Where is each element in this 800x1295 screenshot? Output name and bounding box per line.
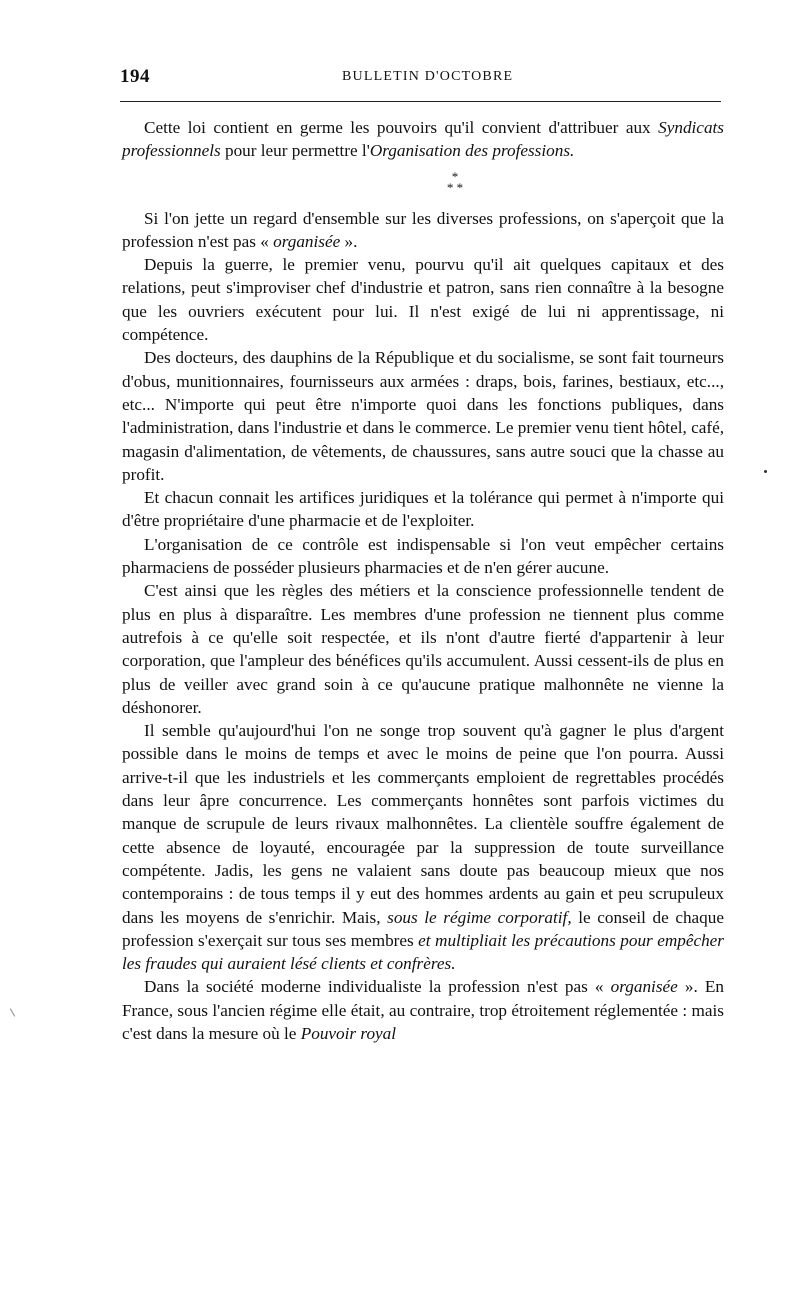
emphasis: Syndicats professionnels [122,118,724,161]
scan-mark [10,1008,15,1016]
emphasis: organisée [610,977,678,997]
paragraph-6: L'organisation de ce contrôle est indispensable si l'on veut empêcher certains pharmaciens de posséder plusieurs pharmacies et de n'en gérer aucune. [122,534,724,578]
paragraph-3: Depuis la guerre, le premier venu, pourvu qu'il ait quelques capitaux et des relations, peut s'improviser chef d'industrie et patron, sans rien connaître à la besogne que les ouvriers exécutent pour lui. Il n'est exigé de lui ni apprentissage, ni compétence. [122,255,724,345]
paragraph-2: Si l'on jette un regard d'ensemble sur les diverses professions, on s'aperçoit que la profession n'est pas « organisée ». [122,208,724,251]
running-header [120,66,720,90]
paragraph-9: Dans la société moderne individualiste la profession n'est pas « organisée ». En France, sous l'ancien régime elle était, au contraire, trop étroitement réglementée : mais c'est dans la mesure où le Pouvoir royal [122,977,724,1043]
asterism-top: * [451,168,459,184]
section-asterism [186,168,724,197]
page-number: 194 [120,66,150,87]
body-text [122,116,724,1045]
emphasis: Pouvoir royal [300,1023,397,1043]
running-title: BULLETIN D'OCTOBRE [342,69,514,84]
paragraph-1: Cette loi contient en germe les pouvoirs qu'il convient d'attribuer aux Syndicats professionnels pour leur permettre l'Organisation des professions. [122,118,724,161]
paragraph-7: C'est ainsi que les règles des métiers et la conscience professionnelle tendent de plus en plus à disparaître. Les membres d'une profession ne tiennent plus comme autrefois à ce qu'elle soit respectée, et ils n'ont d'autre fierté d'appartenir à leur corporation, que l'ampleur des bénéfices qu'ils accumulent. Aussi cessent-ils de plus en plus de veiller avec grand soin à ce qu'aucune pratique malhonnête ne vienne la déshonorer. [122,581,724,717]
header-rule [120,101,721,102]
emphasis: Organisation des professions. [369,141,575,161]
emphasis: sous le régime corporatif, [387,907,572,927]
paragraph-4: Des docteurs, des dauphins de la République et du socialisme, se sont fait tourneurs d'obus, munitionnaires, fournisseurs aux armées : draps, bois, farines, bestiaux, etc..., etc... N'importe qui peut être n'importe quoi dans les fonctions publiques, dans l'administration, dans l'industrie et dans le commerce. Le premier venu tient hôtel, café, magasin d'alimentation, de vêtements, de chaussures, sans autre souci que la chasse au profit. [122,348,724,484]
scan-speck [764,470,767,473]
emphasis: et multipliait les précautions pour empêcher les fraudes qui auraient lésé clients et confrères. [122,930,724,974]
emphasis: organisée [273,231,341,251]
asterism-bottom: * * [446,179,464,195]
paragraph-5: Et chacun connait les artifices juridiques et la tolérance qui permet à n'importe qui d'être propriétaire d'une pharmacie et de l'exploiter. [122,488,724,531]
paragraph-8: Il semble qu'aujourd'hui l'on ne songe trop souvent qu'à gagner le plus d'argent possible dans le moins de temps et avec le moins de peine que l'on pourra. Aussi arrive-t-il que les industriels et les commerçants emploient de regrettables procédés dans leur âpre concurrence. Les commerçants honnêtes sont parfois victimes du manque de scrupule de leurs rivaux malhonnêtes. La clientèle souffre également de cette absence de loyauté, encouragée par la suppression de toute surveillance compétente. Jadis, les gens ne valaient sans doute pas beaucoup mieux que nos contemporains : de tous temps il y eut des hommes ardents au gain et peu scrupuleux dans les moyens de s'enrichir. Mais, sous le régime corporatif, le conseil de chaque profession s'exerçait sur tous ses membres et multipliait les précautions pour empêcher les fraudes qui auraient lésé clients et confrères. [122,721,724,974]
